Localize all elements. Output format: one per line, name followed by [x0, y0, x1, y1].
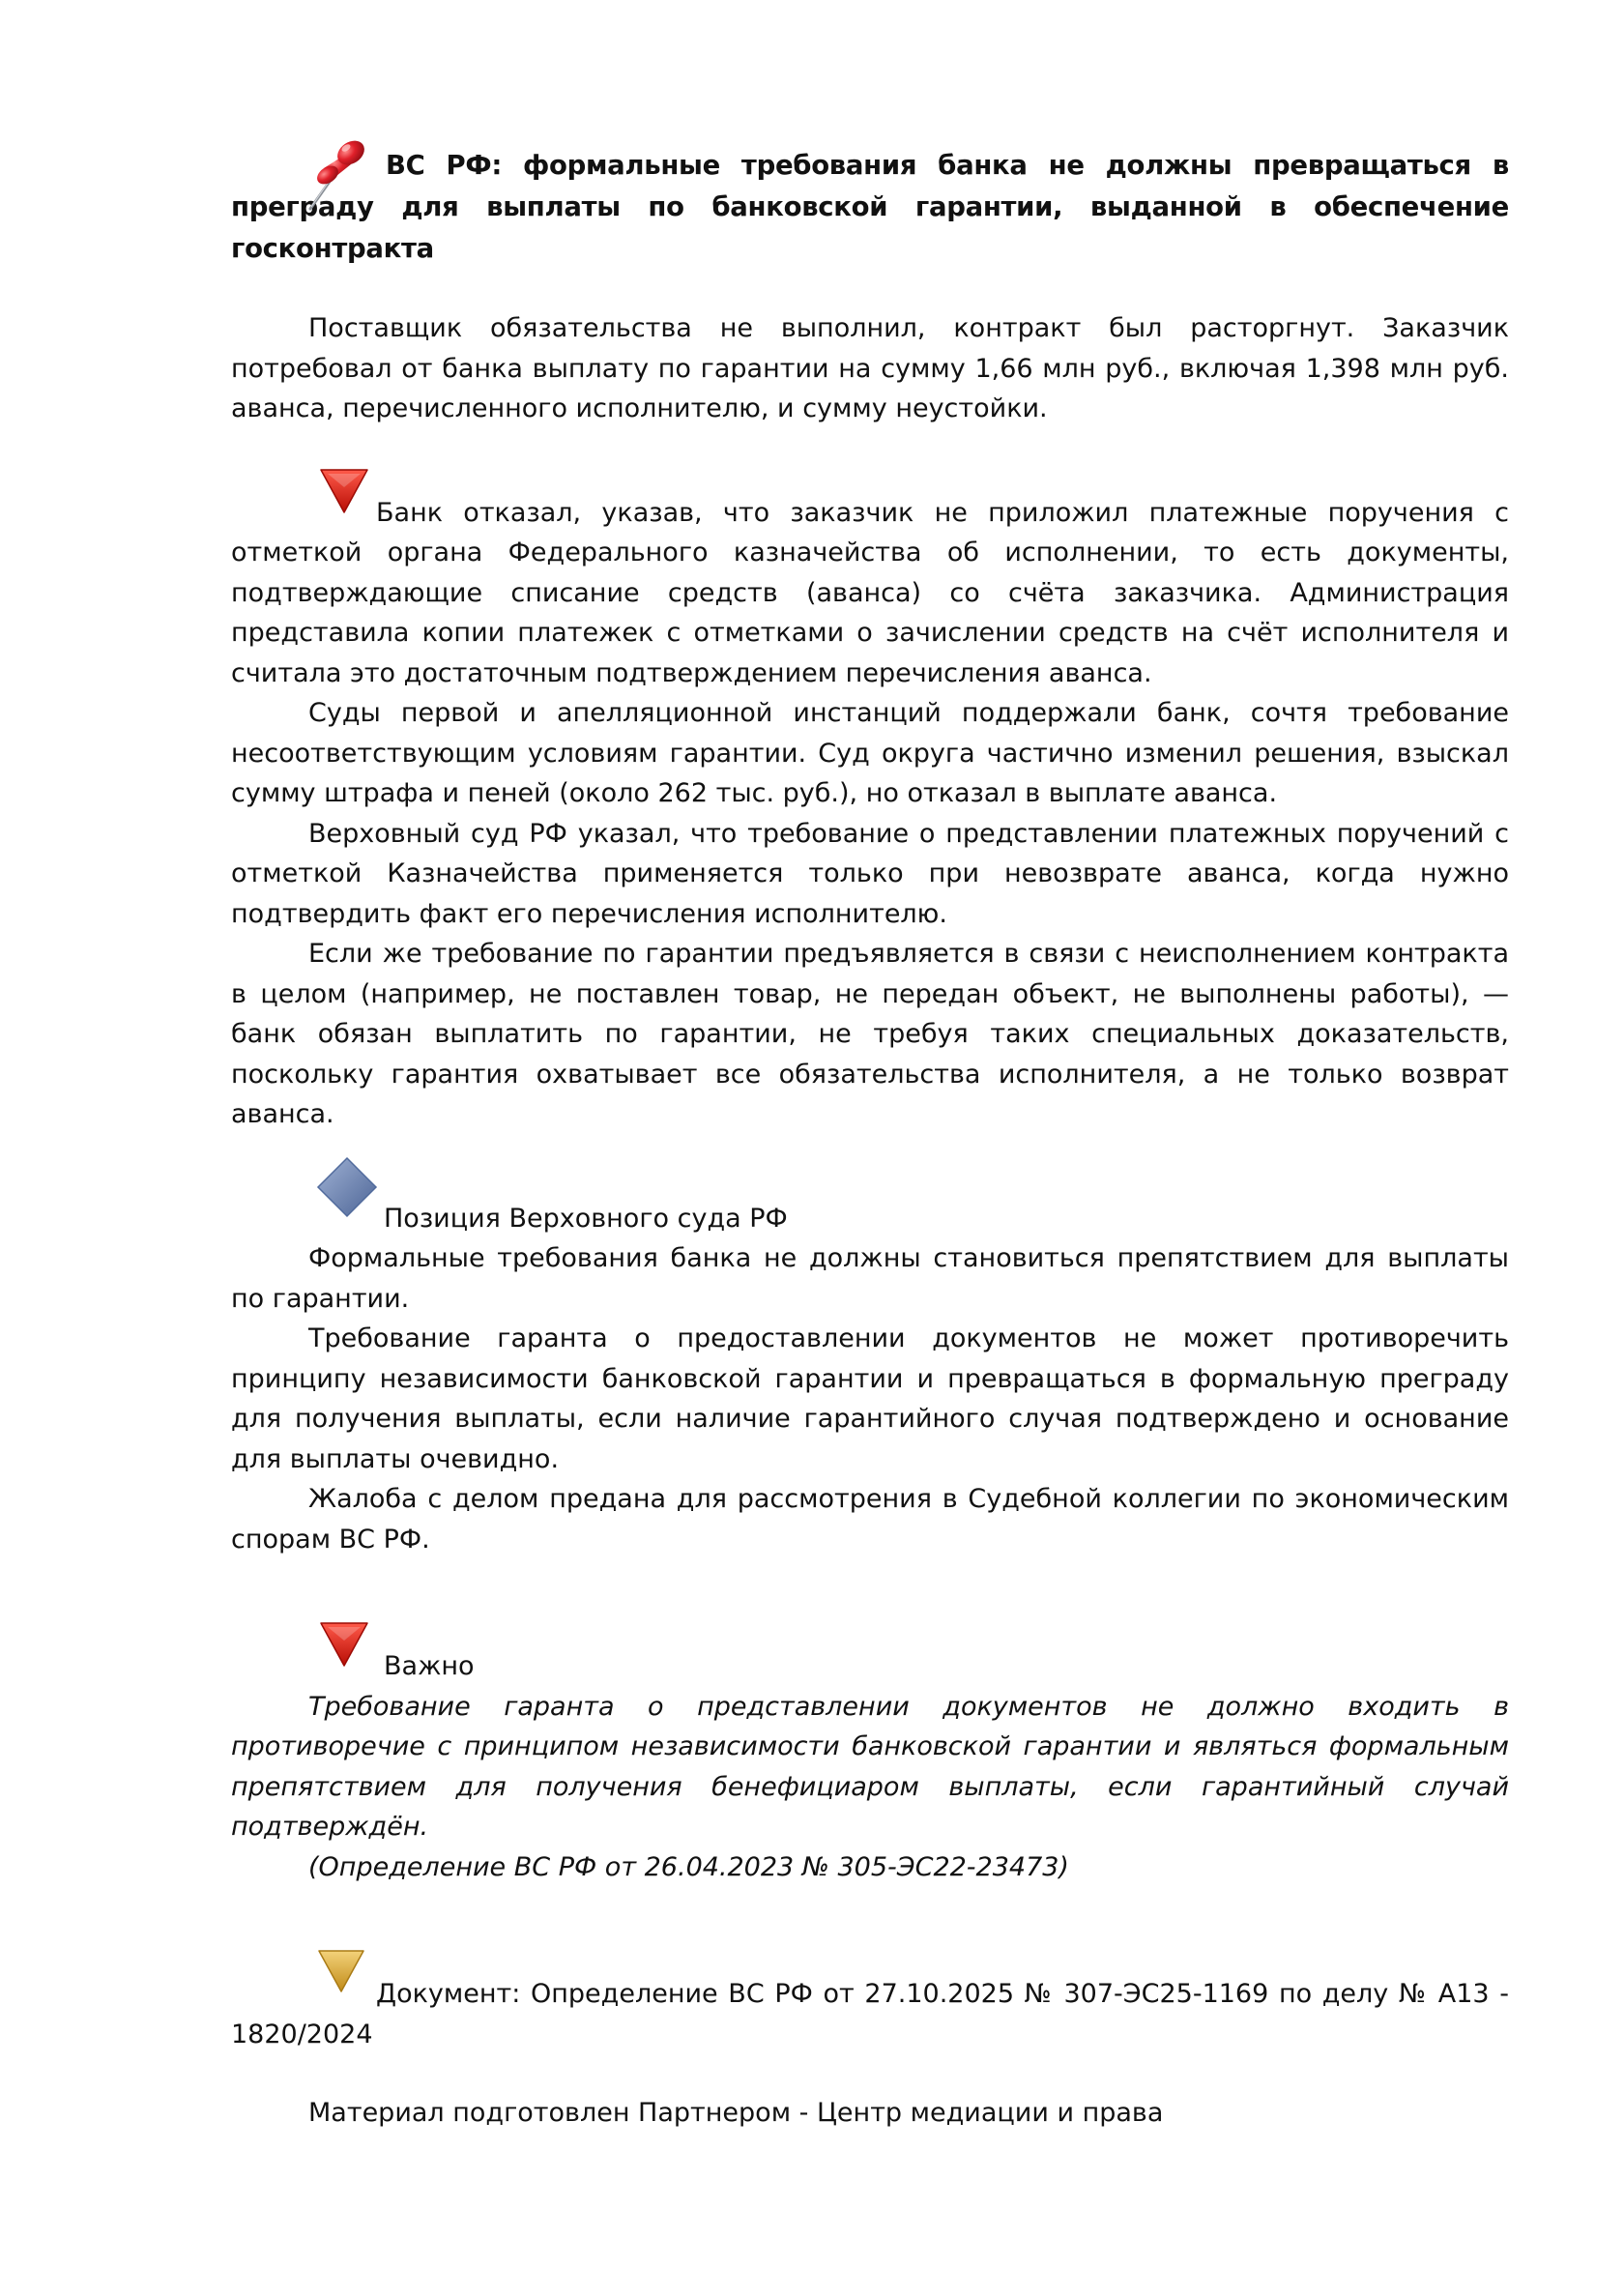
position-paragraph-1: Формальные требования банка не должны становиться препятствием для выплаты по гарантии.	[231, 1243, 1509, 1314]
position-block	[231, 1199, 1509, 1239]
facts-paragraph-2: Суды первой и апелляционной инстанций поддержали банк, сочтя требование несоответствующим условиям гарантии. Суд округа частично изменил решения, взыскал сумму штрафа и пеней (около 262 тыс. руб.), но отказал в выплате аванса.	[231, 698, 1509, 808]
important-heading: Важно	[384, 1651, 475, 1681]
blue-diamond-icon	[316, 1156, 378, 1218]
position-paragraph-3: Жалоба с делом предана для рассмотрения в Судебной коллегии по экономическим спорам ВС РФ.	[231, 1484, 1509, 1555]
facts-paragraph-4: Если же требование по гарантии предъявляется в связи с неисполнением контракта в целом (например, не поставлен товар, не передан объект, не выполнены работы), — банк обязан выплатить по гарантии, не требуя таких специальных доказательств, поскольку гарантия охватывает все обязательства исполнителя, а не только возврат аванса.	[231, 939, 1509, 1129]
red-triangle-down-icon	[318, 1619, 370, 1668]
important-reference: (Определение ВС РФ от 26.04.2023 № 305-ЭС22-23473)	[308, 1851, 1069, 1882]
document-reference: Документ: Определение ВС РФ от 27.10.2025 № 307-ЭС25-1169 по делу № А13 - 1820/2024	[231, 1979, 1509, 2049]
red-triangle-down-icon	[318, 466, 370, 514]
important-quote: Требование гаранта о представлении документов не должно входить в противоречие с принципом независимости банковской гарантии и являться формальным препятствием для получения бенефициаром выплаты, если гарантийный случай подтверждён.	[231, 1691, 1509, 1842]
facts-block	[231, 493, 1509, 694]
facts-paragraph-1: Банк отказал, указав, что заказчик не приложил платежные поручения с отметкой органа Федерального казначейства об исполнении, то есть документы, подтверждающие списание средств (аванса) со счёта заказчика. Администрация представила копии платежек с отметками о зачислении средств на счёт исполнителя и считала это достаточным подтверждением перечисления аванса.	[231, 497, 1509, 688]
title-text: ВС РФ: формальные требования банка не должны превращаться в преграду для выплаты по банковской гарантии, выданной в обеспечение госконтракта	[231, 150, 1509, 264]
position-paragraph-2: Требование гаранта о предоставлении документов не может противоречить принципу независимости банковской гарантии и превращаться в формальную преграду для получения выплаты, если наличие гарантийного случая подтверждено и основание для выплаты очевидно.	[231, 1323, 1509, 1474]
important-block	[231, 1646, 1509, 1687]
page-title	[231, 145, 1509, 270]
facts-paragraph-3: Верховный суд РФ указал, что требование о представлении платежных поручений с отметкой Казначейства применяется только при невозврате аванса, когда нужно подтвердить факт его перечисления исполнителю.	[231, 818, 1509, 929]
intro-paragraph: Поставщик обязательства не выполнил, контракт был расторгнут. Заказчик потребовал от банка выплату по гарантии на сумму 1,66 млн руб., включая 1,398 млн руб. аванса, перечисленного исполнителю, и сумму неустойки.	[231, 313, 1509, 423]
credit-line: Материал подготовлен Партнером - Центр медиации и права	[308, 2098, 1164, 2128]
pushpin-icon	[306, 133, 368, 213]
document-block	[231, 1974, 1509, 2054]
position-heading: Позиция Верховного суда РФ	[384, 1203, 788, 1234]
document-page	[231, 145, 1509, 2134]
yellow-triangle-down-icon	[316, 1947, 366, 1993]
